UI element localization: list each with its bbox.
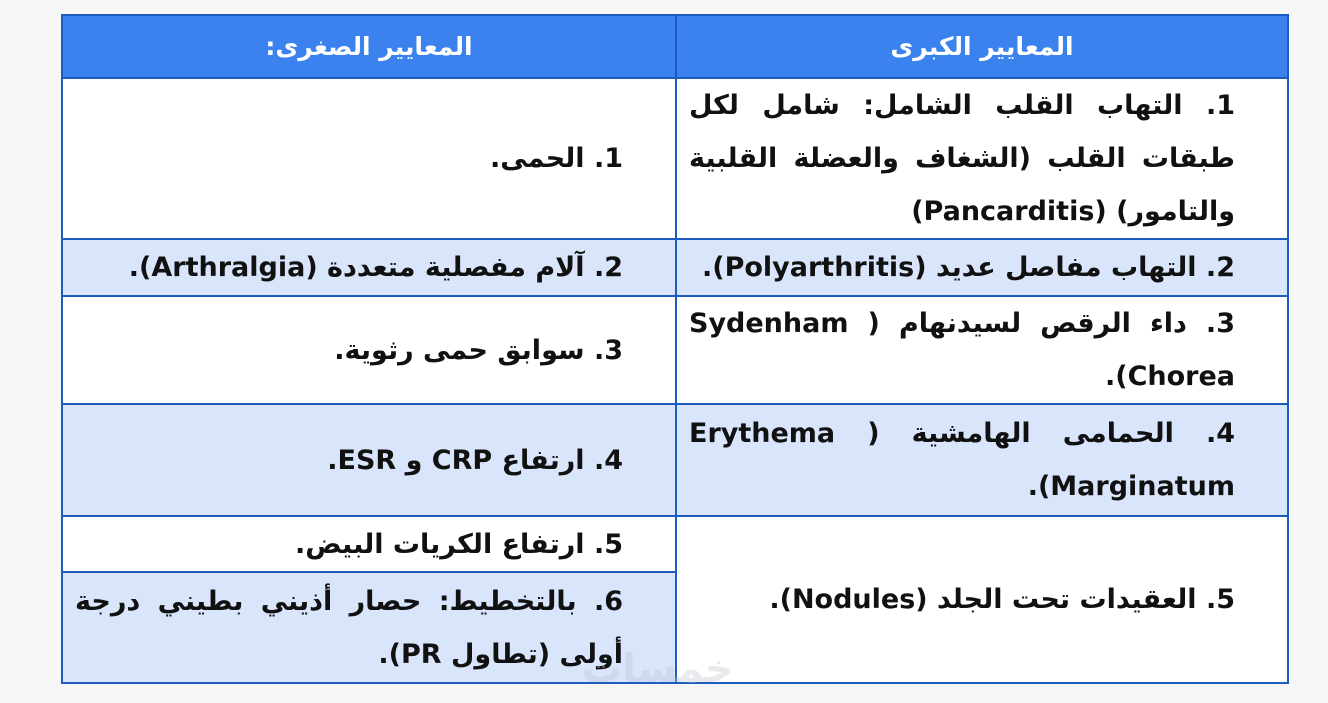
table-row (62, 239, 1288, 296)
minor-criterion-1: 1. الحمى. (62, 78, 676, 239)
minor-criterion-2: 2. آلام مفصلية متعددة (Arthralgia). (62, 239, 676, 296)
table-row (62, 296, 1288, 404)
minor-criterion-3: 3. سوابق حمى رثوية. (62, 296, 676, 404)
major-criterion-3: 3. داء الرقص لسيدنهام ( Sydenham Chorea). (676, 296, 1288, 404)
major-criterion-2: 2. التهاب مفاصل عديد (Polyarthritis). (676, 239, 1288, 296)
header-row (62, 15, 1288, 78)
major-criteria-header: المعايير الكبرى (676, 15, 1288, 78)
table-row (62, 516, 1288, 572)
minor-criterion-5: 5. ارتفاع الكريات البيض. (62, 516, 676, 572)
table-row (62, 404, 1288, 516)
minor-criteria-header: المعايير الصغرى: (62, 15, 676, 78)
table-row (62, 78, 1288, 239)
watermark-logo: خمسات (582, 646, 734, 692)
criteria-table (61, 14, 1289, 684)
minor-criterion-4: 4. ارتفاع CRP و ESR. (62, 404, 676, 516)
major-criterion-5: 5. العقيدات تحت الجلد (Nodules). (676, 516, 1288, 683)
major-criterion-4: 4. الحمامى الهامشية ( Erythema Marginatum). (676, 404, 1288, 516)
major-criterion-1: 1. التهاب القلب الشامل: شامل لكل طبقات القلب (الشغاف والعضلة القلبية والتامور) (Pancarditis) (676, 78, 1288, 239)
minor-criterion-6: 6. بالتخطيط: حصار أذيني بطيني درجة أولى (تطاول PR). (62, 572, 676, 683)
